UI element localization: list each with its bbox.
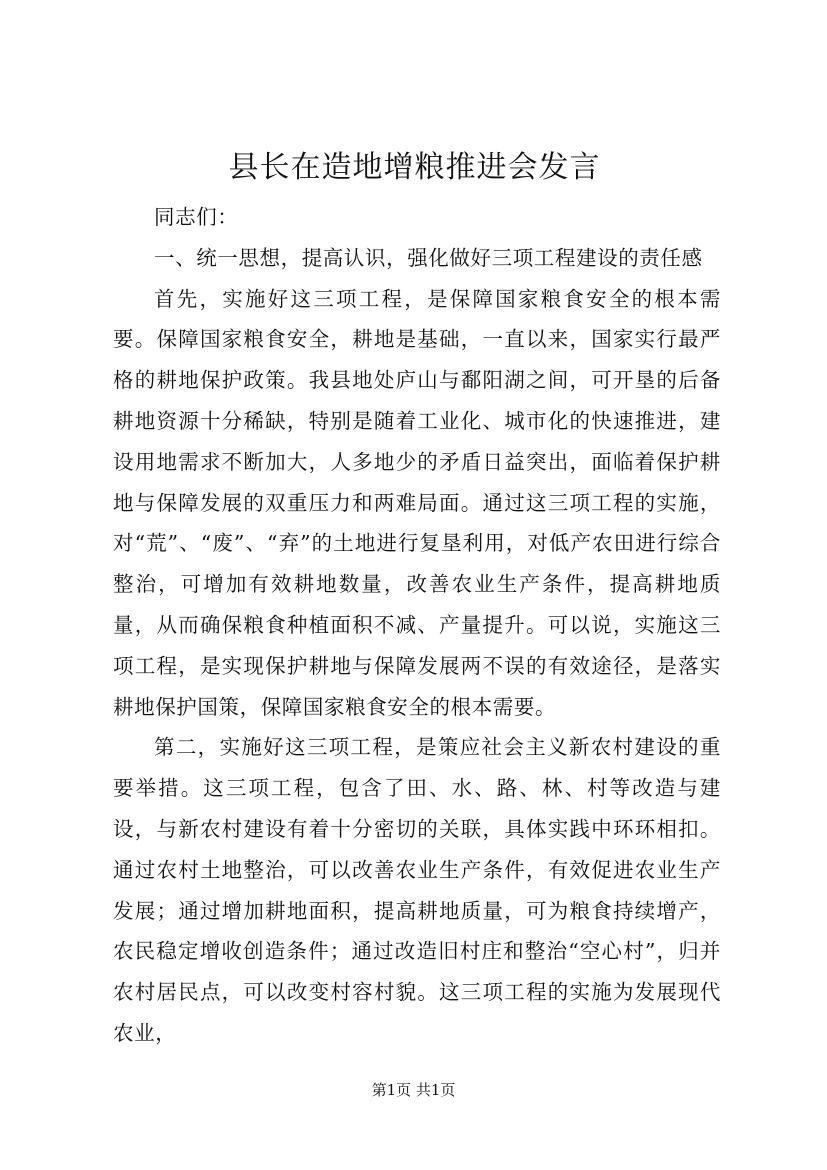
document-body [113,197,721,1054]
paragraph-2: 首先，实施好这三项工程，是保障国家粮食安全的根本需要。保障国家粮食安全，耕地是基础，一直以来，国家实行最严格的耕地保护政策。我县地处庐山与鄱阳湖之间，可开垦的后备耕地资源十分稀缺，特别是随着工业化、城市化的快速推进，建设用地需求不断加大，人多地少的矛盾日益突出，面临着保护耕地与保障发展的双重压力和两难局面。通过这三项工程的实施，对“荒”、“废”、“弃”的土地进行复垦利用，对低产农田进行综合整治，可增加有效耕地数量，改善农业生产条件，提高耕地质量，从而确保粮食种植面积不减、产量提升。可以说，实施这三项工程，是实现保护耕地与保障发展两不误的有效途径，是落实耕地保护国策，保障国家粮食安全的根本需要。 [113,286,721,719]
salutation: 同志们： [154,205,239,229]
page-footer: 第1页 共1页 [371,1081,456,1099]
paragraph-3: 第二，实施好这三项工程，是策应社会主义新农村建设的重要举措。这三项工程，包含了田、水、路、林、村等改造与建设，与新农村建设有着十分密切的关联，具体实践中环环相扣。通过农村土地整治，可以改善农业生产条件，有效促进农业生产发展；通过增加耕地面积，提高耕地质量，可为粮食持续增产，农民稳定增收创造条件；通过改造旧村庄和整治“空心村”，归并农村居民点，可以改变村容村貌。这三项工程的实施为发展现代农业， [113,735,721,1045]
paragraph-1: 一、统一思想，提高认识，强化做好三项工程建设的责任感 [154,245,703,270]
document-title: 县长在造地增粮推进会发言 [228,150,601,185]
